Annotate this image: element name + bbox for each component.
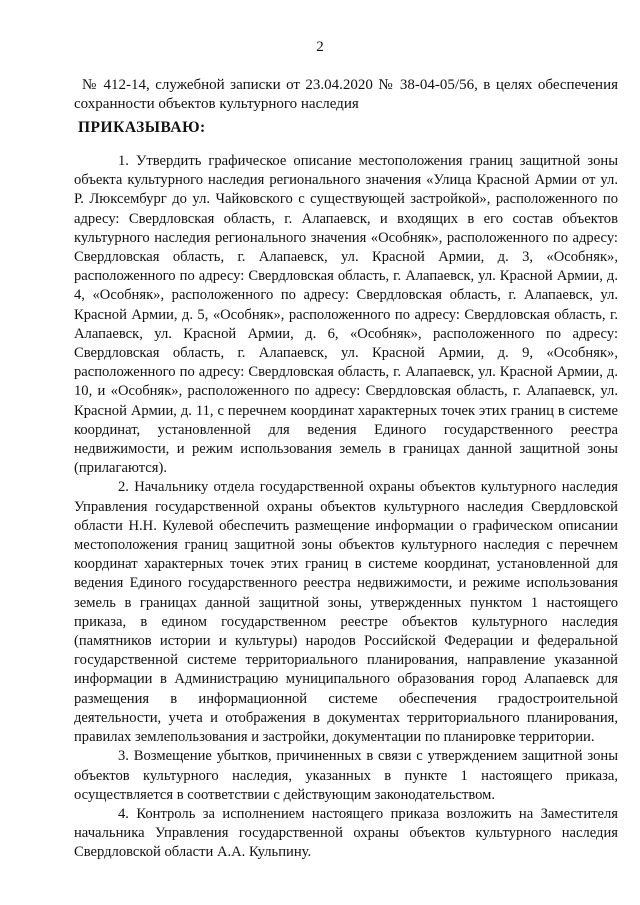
order-item-2: 2. Начальнику отдела государственной охраны объектов культурного наследия Управления государственной охраны объектов культурного наследия Свердловской области Н.Н. Кулевой обеспечить размещение информации о графическом описании местоположения границ защитной зоны объектов культурного наследия с перечнем координат характерных точек этих границ в системе координат, установленной для ведения Единого государственного реестра недвижимости, и режиме использования земель в границах данной защитной зоны, утвержденных пунктом 1 настоящего приказа, в едином государственном реестре объектов культурного наследия (памятников истории и культуры) народов Российской Федерации и федеральной государственной системе территориального планирования, направление указанной информации в Администрацию муниципального образования город Алапаевск для размещения в информационной системе обеспечения градостроительной деятельности, учета и отображения в документах территориального планирования, правилах землепользования и застройки, документации по планировке территории. [74,479,618,746]
order-item-3: 3. Возмещение убытков, причиненных в связи с утверждением защитной зоны объектов культурного наследия, указанных в пункте 1 настоящего приказа, осуществляется в соответствии с действующим законодательством. [74,748,618,803]
page-number: 2 [316,39,324,55]
lead-paragraph: № 412-14, служебной записки от 23.04.2020 № 38-04-05/56, в целях обеспечения сохранности объектов культурного наследия [74,77,618,112]
order-body [74,152,618,863]
order-item-4: 4. Контроль за исполнением настоящего приказа возложить на Заместителя начальника Управления государственной охраны объектов культурного наследия Свердловской области А.А. Кульпину. [74,805,618,861]
order-item-1: 1. Утвердить графическое описание местоположения границ защитной зоны объекта культурного наследия регионального значения «Улица Красной Армии от ул. Р. Люксембург до ул. Чайковского с существующей застройкой», расположенного по адресу: Свердловская область, г. Алапаевск, и входящих в его состав объектов культурного наследия регионального значения «Особняк», расположенного по адресу: Свердловская область, г. Алапаевск, ул. Красной Армии, д. 3, «Особняк», расположенного по адресу: Свердловская область, г. Алапаевск, ул. Красной Армии, д. 4, «Особняк», расположенного по адресу: Свердловская область, г. Алапаевск, ул. Красной Армии, д. 5, «Особняк», расположенного по адресу: Свердловская область, г. Алапаевск, ул. Красной Армии, д. 6, «Особняк», расположенного по адресу: Свердловская область, г. Алапаевск, ул. Красной Армии, д. 9, «Особняк», расположенного по адресу: Свердловская область, г. Алапаевск, ул. Красной Армии, д. 10, и «Особняк», расположенного по адресу: Свердловская область, г. Алапаевск, ул. Красной Армии, д. 11, с перечнем координат характерных точек этих границ в системе координат, установленной для ведения Единого государственного реестра недвижимости, и режим использования земель в границах данной защитной зоны (прилагаются). [74,153,618,477]
order-heading: ПРИКАЗЫВАЮ: [78,119,206,136]
